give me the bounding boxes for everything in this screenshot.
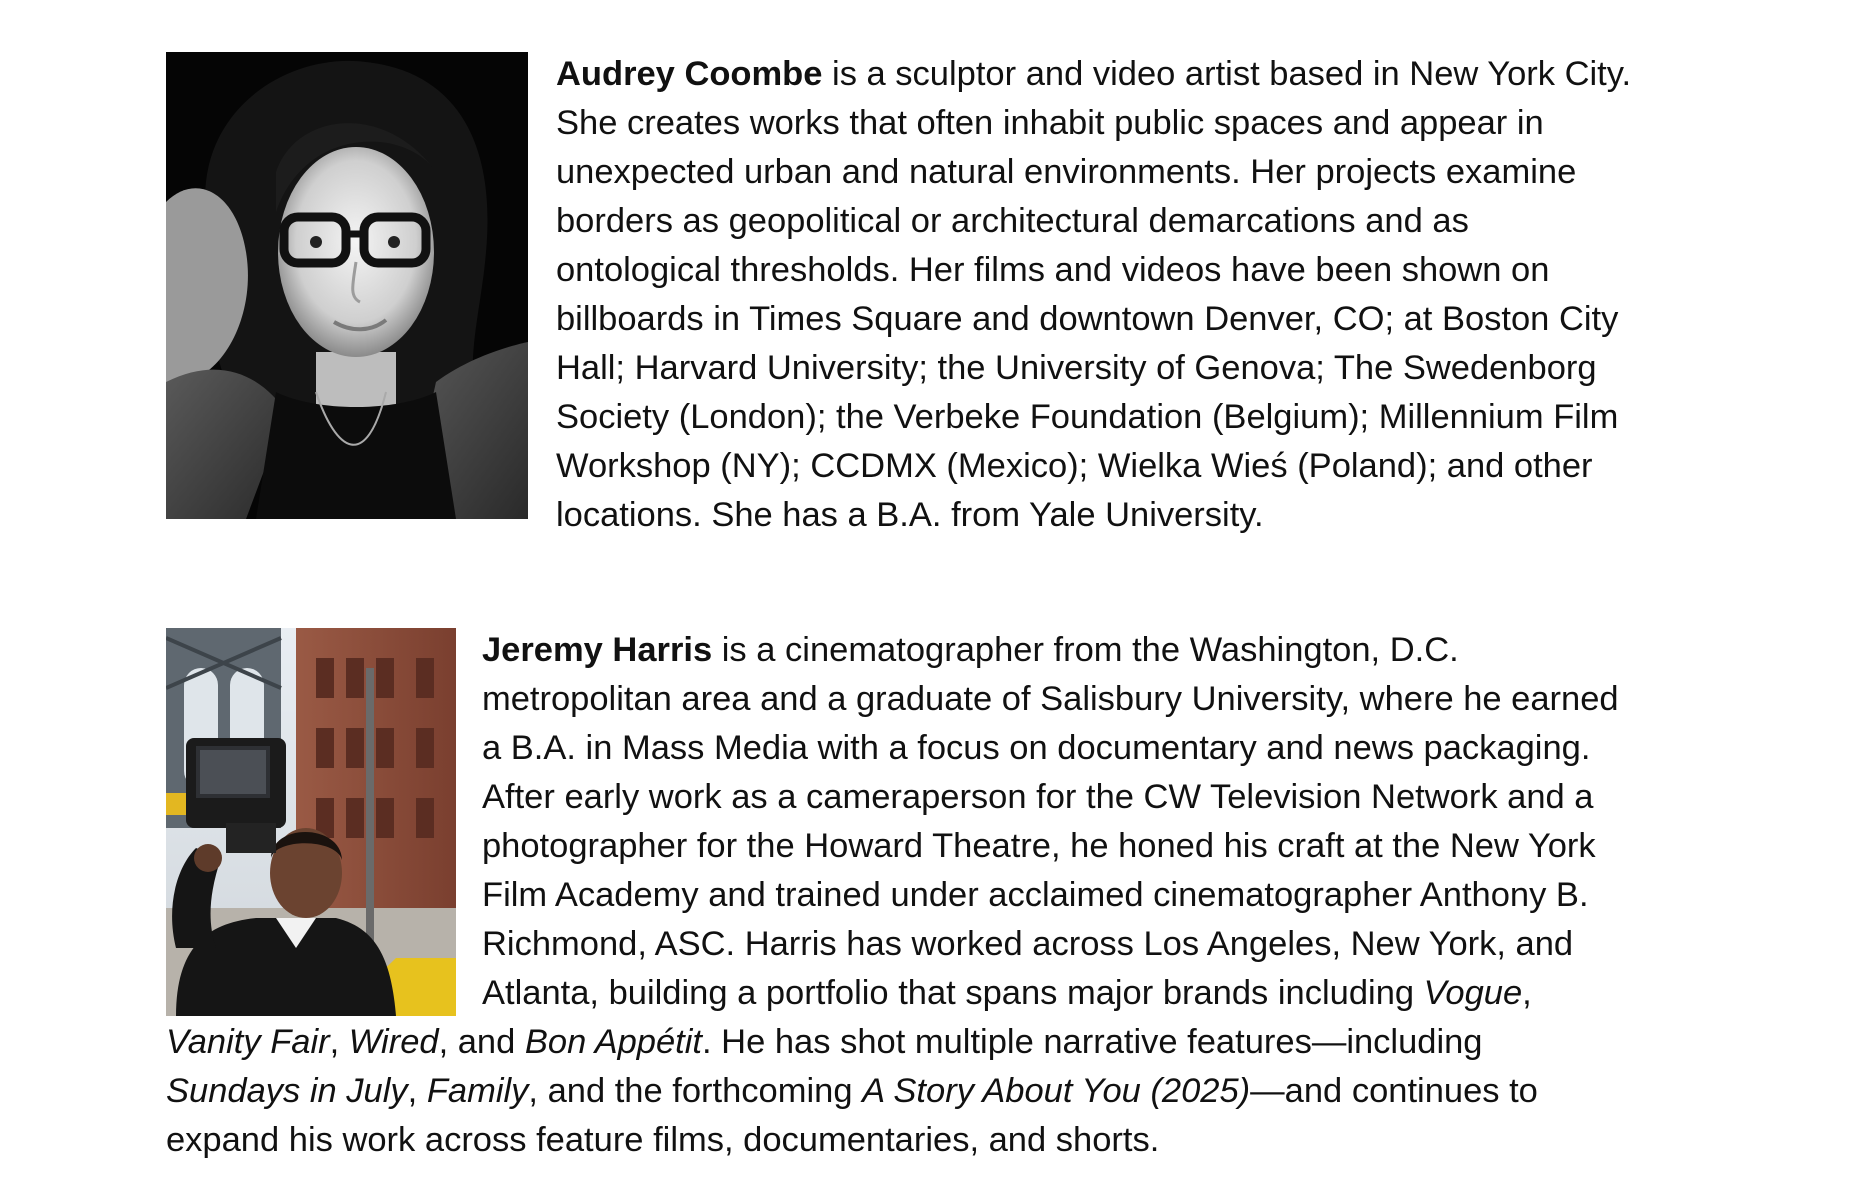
bio-line xyxy=(482,773,1619,822)
bio-name: Jeremy Harris xyxy=(482,631,713,669)
bio-text-run: Atlanta, building a portfolio that spans major brands including xyxy=(482,974,1424,1012)
bio-line xyxy=(482,822,1619,871)
bio-line xyxy=(556,393,1631,442)
bio-text-run: is a cinematographer from the Washington, D.C. xyxy=(712,631,1459,669)
bio-line xyxy=(166,1018,1619,1067)
bio-text-run: , and the forthcoming xyxy=(528,1072,863,1110)
bio-text-run: ontological thresholds. Her films and videos have been shown on xyxy=(556,251,1550,289)
bio-text-run: locations. She has a B.A. from Yale University. xyxy=(556,496,1264,534)
bio-text-run: billboards in Times Square and downtown Denver, CO; at Boston City xyxy=(556,300,1619,338)
bio-line xyxy=(556,491,1631,540)
audrey-coombe-photo xyxy=(166,52,528,519)
audrey-coombe-bio xyxy=(556,50,1631,540)
bio-text-run: photographer for the Howard Theatre, he honed his craft at the New York xyxy=(482,827,1596,865)
bio-line xyxy=(166,1067,1619,1116)
bio-text-run: Society (London); the Verbeke Foundation (Belgium); Millennium Film xyxy=(556,398,1619,436)
bio-text-run: After early work as a cameraperson for the CW Television Network and a xyxy=(482,778,1594,816)
portrait-image xyxy=(166,52,528,519)
bio-text-run: borders as geopolitical or architectural demarcations and as xyxy=(556,202,1469,240)
italic-title: Bon Appétit xyxy=(524,1023,703,1061)
bio-line xyxy=(556,50,1631,99)
bio-line xyxy=(482,871,1619,920)
bio-text-run: She creates works that often inhabit public spaces and appear in xyxy=(556,104,1544,142)
bio-line xyxy=(482,675,1619,724)
bio-name: Audrey Coombe xyxy=(556,55,823,93)
bio-line xyxy=(482,969,1619,1018)
bio-line xyxy=(556,246,1631,295)
bio-text-run: is a sculptor and video artist based in New York City. xyxy=(822,55,1632,93)
bio-text-run: a B.A. in Mass Media with a focus on documentary and news packaging. xyxy=(482,729,1591,767)
bio-text-run: Workshop (NY); CCDMX (Mexico); Wielka Wieś (Poland); and other xyxy=(556,447,1593,485)
bio-text-run: . He has shot multiple narrative features—including xyxy=(702,1023,1483,1061)
bio-line xyxy=(556,197,1631,246)
bio-text-run: , xyxy=(329,1023,349,1061)
jeremy-harris-photo xyxy=(166,628,456,1016)
bio-line xyxy=(482,626,1619,675)
italic-title: Family xyxy=(426,1072,529,1110)
bio-text-run: expand his work across feature films, documentaries, and shorts. xyxy=(166,1121,1160,1159)
bio-text-run: Film Academy and trained under acclaimed cinematographer Anthony B. xyxy=(482,876,1589,914)
bio-line xyxy=(556,99,1631,148)
italic-title: Wired xyxy=(348,1023,439,1061)
bio-text-run: , xyxy=(407,1072,427,1110)
jeremy-harris-bio xyxy=(166,626,1619,1165)
bio-text-run: unexpected urban and natural environments. Her projects examine xyxy=(556,153,1577,191)
bio-text-run: Hall; Harvard University; the University of Genova; The Swedenborg xyxy=(556,349,1597,387)
bio-text-run: , and xyxy=(438,1023,525,1061)
bio-line xyxy=(556,442,1631,491)
bio-line xyxy=(556,344,1631,393)
bio-line xyxy=(556,295,1631,344)
bio-line xyxy=(556,148,1631,197)
portrait-image xyxy=(166,628,456,1016)
italic-title: A Story About You (2025) xyxy=(862,1072,1251,1110)
bio-text-run: , xyxy=(1522,974,1532,1012)
italic-title: Vogue xyxy=(1423,974,1523,1012)
bio-line xyxy=(482,724,1619,773)
bio-text-run: metropolitan area and a graduate of Salisbury University, where he earned xyxy=(482,680,1619,718)
italic-title: Vanity Fair xyxy=(166,1023,330,1061)
bio-line xyxy=(482,920,1619,969)
bio-text-run: —and continues to xyxy=(1250,1072,1538,1110)
bio-text-run: Richmond, ASC. Harris has worked across Los Angeles, New York, and xyxy=(482,925,1574,963)
italic-title: Sundays in July xyxy=(166,1072,408,1110)
bio-line xyxy=(166,1116,1619,1165)
